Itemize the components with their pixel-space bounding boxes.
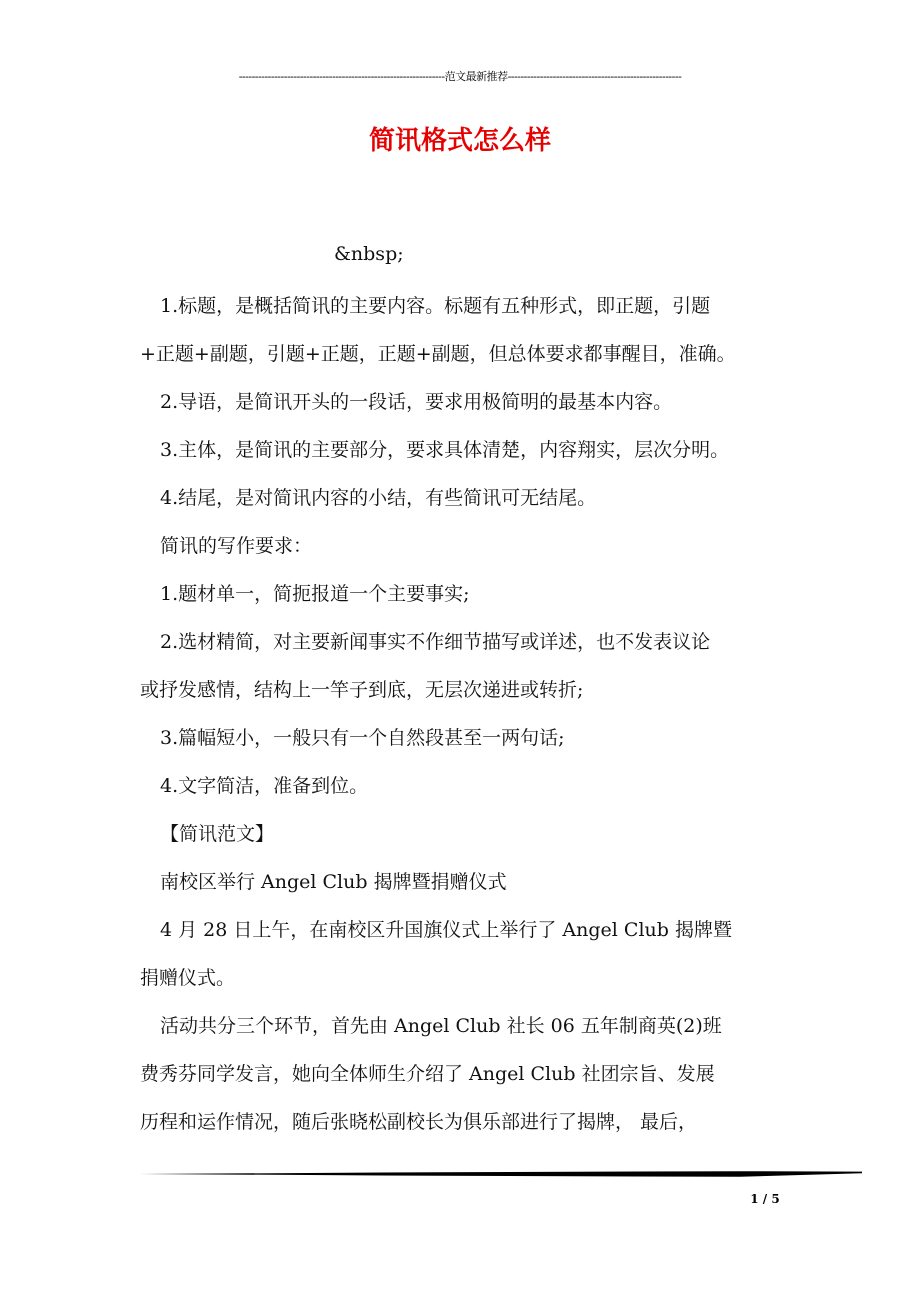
body-line: 费秀芬同学发言，她向全体师生介绍了 Angel Club 社团宗旨、发展 (140, 1063, 715, 1085)
body-line-nbsp: &nbsp; (334, 243, 404, 265)
body-line: 1.题材单一，简扼报道一个主要事实; (160, 583, 470, 605)
body-line: 4.文字简洁，准备到位。 (160, 775, 369, 797)
body-line: 3.篇幅短小，一般只有一个自然段甚至一两句话; (160, 727, 565, 749)
article-title: 南校区举行 Angel Club 揭牌暨捐赠仪式 (160, 871, 507, 893)
page-header: ----------------------------------------------------------------范文最新推荐------------------------------------------------------ (238, 70, 682, 83)
section-heading: 简讯的写作要求： (160, 535, 313, 557)
body-line: 2.导语，是简讯开头的一段话，要求用极简明的最基本内容。 (160, 391, 673, 413)
body-line: 3.主体，是简讯的主要部分，要求具体清楚，内容翔实，层次分明。 (160, 439, 730, 461)
body-line: 4 月 28 日上午，在南校区升国旗仪式上举行了 Angel Club 揭牌暨 (160, 919, 732, 941)
footer-rule (140, 1170, 862, 1178)
body-line: 捐赠仪式。 (140, 967, 236, 989)
section-heading: 【简讯范文】 (160, 823, 275, 845)
body-line: 2.选材精简，对主要新闻事实不作细节描写或详述，也不发表议论 (160, 631, 711, 653)
body-line: +正题+副题，引题+正题，正题+副题，但总体要求都事醒目，准确。 (140, 343, 736, 365)
body-line: 1.标题，是概括简讯的主要内容。标题有五种形式，即正题，引题 (160, 295, 711, 317)
body-line: 活动共分三个环节，首先由 Angel Club 社长 06 五年制商英(2)班 (160, 1015, 722, 1037)
body-line: 或抒发感情，结构上一竿子到底，无层次递进或转折; (140, 679, 584, 701)
body-line: 历程和运作情况，随后张晓松副校长为俱乐部进行了揭牌， 最后， (140, 1111, 698, 1133)
document-title: 简讯格式怎么样 (368, 126, 551, 156)
page-number: 1 / 5 (750, 1192, 780, 1206)
body-line: 4.结尾，是对简讯内容的小结，有些简讯可无结尾。 (160, 487, 597, 509)
